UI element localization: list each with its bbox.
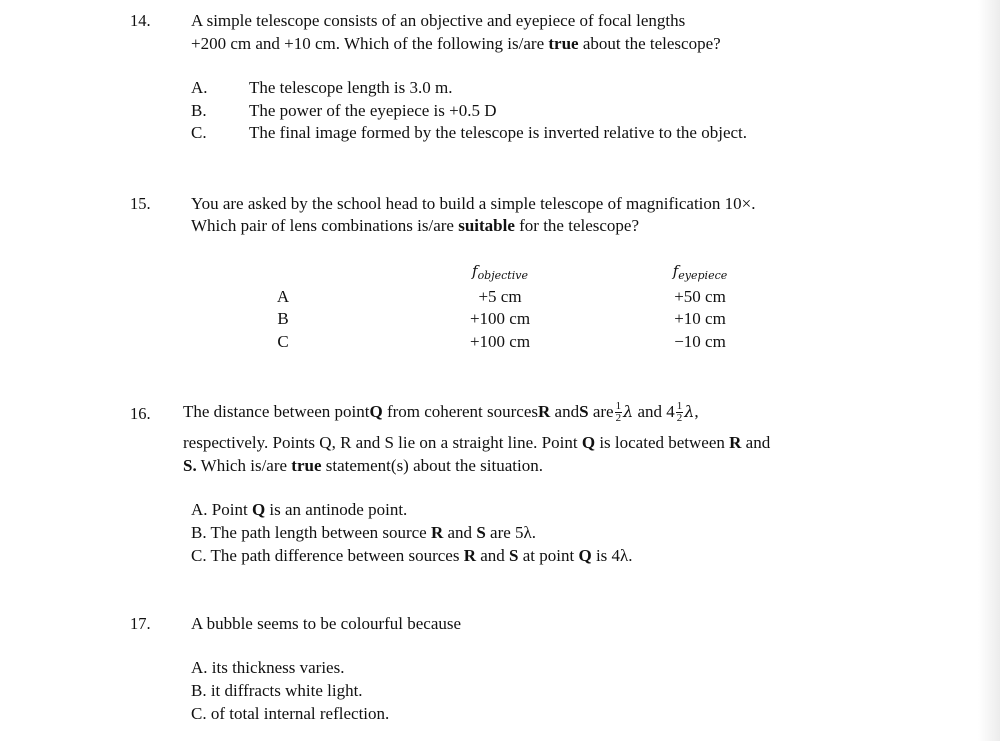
- table-cell-objective: +100 cm: [469, 309, 531, 328]
- table-row-label: A: [276, 287, 290, 306]
- table-cell-objective: +5 cm: [478, 287, 522, 306]
- table-cell-eyepiece: +10 cm: [674, 309, 726, 328]
- option-text: B. The path length between source R and S are 5λ.: [191, 523, 537, 542]
- fraction-half: $\frac{1}{2}$: [615, 399, 622, 424]
- page-edge-shadow: [978, 0, 1000, 741]
- question-number: 15.: [130, 194, 151, 213]
- question-text-line: respectively. Points Q, R and S lie on a straight line. Point Q is located between R and: [183, 433, 771, 452]
- question-number: 14.: [130, 11, 151, 30]
- question-text-line: You are asked by the school head to build a simple telescope of magnification 10×.: [191, 194, 756, 213]
- option-text: The power of the eyepiece is +0.5 D: [249, 101, 497, 120]
- option-letter: B.: [191, 101, 207, 120]
- question-text-line: Which pair of lens combinations is/are suitable for the telescope?: [191, 216, 640, 235]
- table-header-eyepiece: $f_{eyepiece}$: [672, 262, 728, 282]
- table-row-label: C: [277, 332, 289, 351]
- option-letter: A.: [191, 78, 208, 97]
- table-header-objective: $f_{objective}$: [472, 262, 528, 282]
- question-text-line: The distance between point Q from coherent sources R and S are $\frac{1}{2}$ λ and 4 $\frac{1}{2}$ λ ,: [183, 399, 699, 424]
- option-text: C. of total internal reflection.: [191, 704, 390, 723]
- option-text: The telescope length is 3.0 m.: [249, 78, 453, 97]
- question-text-line: A simple telescope consists of an objective and eyepiece of focal lengths: [191, 11, 686, 30]
- table-row-label: B: [277, 309, 289, 328]
- question-text-line: +200 cm and +10 cm. Which of the following is/are true about the telescope?: [191, 34, 721, 53]
- option-text: A. Point Q is an antinode point.: [191, 500, 408, 519]
- fraction-half: $\frac{1}{2}$: [676, 399, 683, 424]
- question-number: 17.: [130, 614, 151, 633]
- table-cell-eyepiece: −10 cm: [674, 332, 726, 351]
- table-cell-eyepiece: +50 cm: [674, 287, 726, 306]
- table-cell-objective: +100 cm: [469, 332, 531, 351]
- option-letter: C.: [191, 123, 207, 142]
- option-text: B. it diffracts white light.: [191, 681, 363, 700]
- question-number: 16.: [130, 404, 151, 423]
- option-text: The final image formed by the telescope is inverted relative to the object.: [249, 123, 748, 142]
- question-text-line: S. Which is/are true statement(s) about the situation.: [183, 456, 543, 475]
- option-text: C. The path difference between sources R and S at point Q is 4λ.: [191, 546, 633, 565]
- option-text: A. its thickness varies.: [191, 658, 345, 677]
- question-text-line: A bubble seems to be colourful because: [191, 614, 462, 633]
